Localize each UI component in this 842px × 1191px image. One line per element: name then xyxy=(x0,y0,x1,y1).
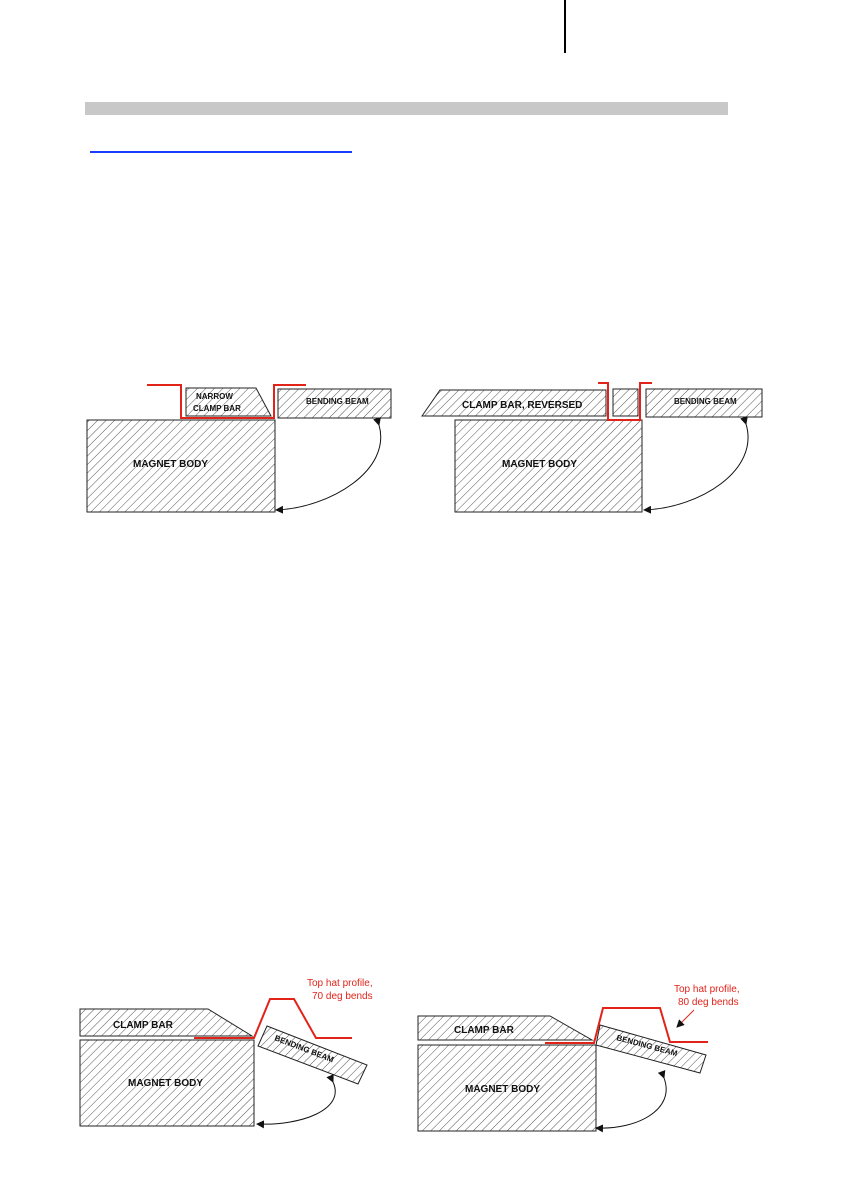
note-pointer-arrow xyxy=(677,1010,694,1027)
diagram-top-right xyxy=(422,383,762,512)
diagram-bottom-left xyxy=(80,978,373,1126)
bending-beam-label: BENDING BEAM xyxy=(273,1033,336,1065)
bending-beam-label: BENDING BEAM xyxy=(306,397,369,406)
narrow-spacer-block xyxy=(613,389,638,416)
note-line1: Top hat profile, xyxy=(674,984,740,995)
magnet-body-label: MAGNET BODY xyxy=(128,1078,203,1089)
clamp-bar-label: CLAMP BAR xyxy=(113,1020,173,1031)
clamp-bar-label-line1: NARROW xyxy=(196,392,233,401)
rotation-arrow xyxy=(257,1082,335,1124)
diagram-top-left xyxy=(87,385,391,512)
magnet-body-label: MAGNET BODY xyxy=(133,459,208,470)
note-line1: Top hat profile, xyxy=(307,978,373,989)
bending-beam-label: BENDING BEAM xyxy=(674,397,737,406)
rotation-arrow xyxy=(596,1078,666,1128)
clamp-bar-label-line2: CLAMP BAR xyxy=(193,404,241,413)
bending-beam-label: BENDING BEAM xyxy=(615,1033,679,1059)
clamp-bar-label: CLAMP BAR, REVERSED xyxy=(462,400,583,411)
magnet-body-label: MAGNET BODY xyxy=(502,459,577,470)
note-line2: 80 deg bends xyxy=(678,997,739,1008)
rotation-arrow xyxy=(276,425,381,510)
note-line2: 70 deg bends xyxy=(312,991,373,1002)
magnet-body-label: MAGNET BODY xyxy=(465,1084,540,1095)
clamp-bar-label: CLAMP BAR xyxy=(454,1025,514,1036)
rotation-arrow xyxy=(644,424,748,510)
diagram-bottom-right xyxy=(418,984,740,1131)
